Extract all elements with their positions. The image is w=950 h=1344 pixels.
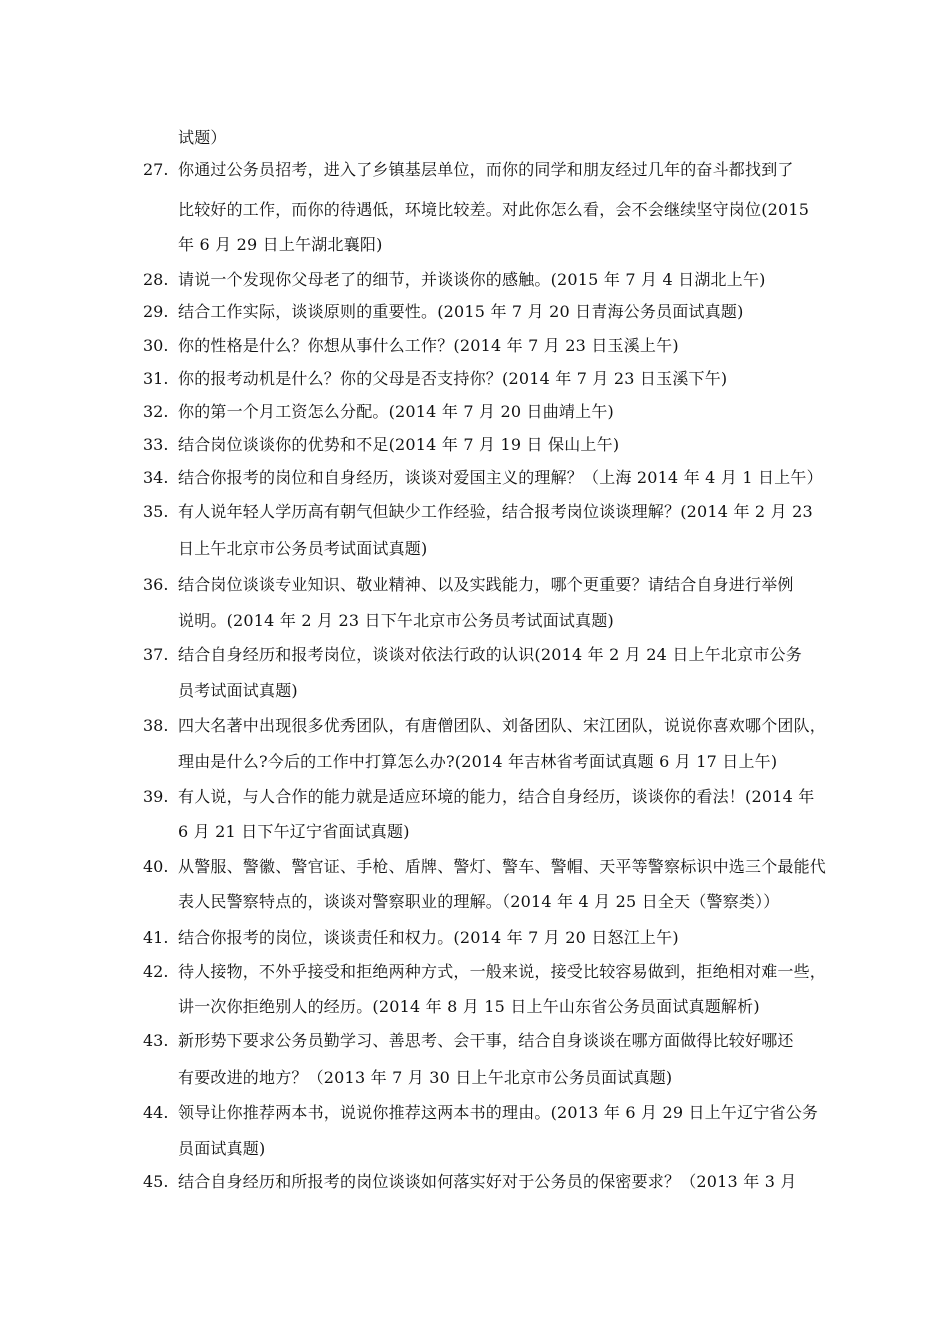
question-text: 你通过公务员招考，进入了乡镇基层单位，而你的同学和朋友经过几年的奋斗都找到了 <box>178 160 794 179</box>
question-text: 你的第一个月工资怎么分配。(2014 年 7 月 20 日曲靖上午) <box>178 402 614 421</box>
item-number: 30. <box>143 336 169 355</box>
item-number: 31. <box>143 369 169 388</box>
question-continuation: 理由是什么?今后的工作中打算怎么办?(2014 年吉林省考面试真题 6 月 17 日上午) <box>178 752 778 771</box>
question-text: 从警服、警徽、警官证、手枪、盾牌、警灯、警车、警帽、天平等警察标识中选三个最能代 <box>178 857 827 876</box>
question-continuation: 说明。(2014 年 2 月 23 日下午北京市公务员考试面试真题) <box>178 611 614 630</box>
item-number: 44. <box>143 1103 169 1122</box>
item-number: 32. <box>143 402 169 421</box>
question-text: 四大名著中出现很多优秀团队，有唐僧团队、刘备团队、宋江团队，说说你喜欢哪个团队， <box>178 716 827 735</box>
question-text: 结合工作实际，谈谈原则的重要性。(2015 年 7 月 20 日青海公务员面试真题) <box>178 302 744 321</box>
item-number: 34. <box>143 468 169 487</box>
question-continuation: 6 月 21 日下午辽宁省面试真题) <box>178 822 410 841</box>
item-number: 35. <box>143 502 169 521</box>
question-text: 请说一个发现你父母老了的细节，并谈谈你的感触。(2015 年 7 月 4 日湖北上午) <box>178 270 766 289</box>
question-text: 结合自身经历和报考岗位，谈谈对依法行政的认识(2014 年 2 月 24 日上午北京市公务 <box>178 645 802 664</box>
question-continuation: 员面试真题) <box>178 1139 266 1158</box>
item-number: 43. <box>143 1031 169 1050</box>
question-text: 结合自身经历和所报考的岗位谈谈如何落实好对于公务员的保密要求？（2013 年 3 月 <box>178 1172 797 1191</box>
question-continuation: 比较好的工作，而你的待遇低，环境比较差。对此你怎么看，会不会继续坚守岗位(2015 <box>178 200 810 219</box>
question-text: 结合岗位谈谈专业知识、敬业精神、以及实践能力，哪个更重要？请结合自身进行举例 <box>178 575 794 594</box>
question-text: 有人说年轻人学历高有朝气但缺少工作经验，结合报考岗位谈谈理解？(2014 年 2 月 23 <box>178 502 813 521</box>
item-number: 36. <box>143 575 169 594</box>
question-continuation: 日上午北京市公务员考试面试真题) <box>178 539 428 558</box>
question-text: 有人说，与人合作的能力就是适应环境的能力，结合自身经历，谈谈你的看法！(2014 年 <box>178 787 815 806</box>
item-number: 29. <box>143 302 169 321</box>
question-text: 你的性格是什么？你想从事什么工作？(2014 年 7 月 23 日玉溪上午) <box>178 336 679 355</box>
question-continuation: 表人民警察特点的，谈谈对警察职业的理解。（2014 年 4 月 25 日全天（警察类）） <box>178 892 780 911</box>
question-text: 待人接物，不外乎接受和拒绝两种方式，一般来说，接受比较容易做到，拒绝相对难一些， <box>178 962 827 981</box>
item-number: 42. <box>143 962 169 981</box>
item-number: 27. <box>143 160 169 179</box>
question-text: 你的报考动机是什么？你的父母是否支持你？(2014 年 7 月 23 日玉溪下午) <box>178 369 728 388</box>
item-number: 28. <box>143 270 169 289</box>
question-continuation: 年 6 月 29 日上午湖北襄阳) <box>178 235 383 254</box>
item-number: 40. <box>143 857 169 876</box>
item-number: 38. <box>143 716 169 735</box>
question-text: 结合你报考的岗位，谈谈责任和权力。(2014 年 7 月 20 日怒江上午) <box>178 928 679 947</box>
question-text: 新形势下要求公务员勤学习、善思考、会干事，结合自身谈谈在哪方面做得比较好哪还 <box>178 1031 794 1050</box>
question-text: 结合岗位谈谈你的优势和不足(2014 年 7 月 19 日 保山上午) <box>178 435 620 454</box>
question-continuation: 讲一次你拒绝别人的经历。(2014 年 8 月 15 日上午山东省公务员面试真题解析) <box>178 997 760 1016</box>
question-continuation: 有要改进的地方？（2013 年 7 月 30 日上午北京市公务员面试真题) <box>178 1068 673 1087</box>
item-number: 33. <box>143 435 169 454</box>
question-continuation: 试题） <box>178 128 227 147</box>
item-number: 39. <box>143 787 169 806</box>
question-continuation: 员考试面试真题) <box>178 681 298 700</box>
question-text: 领导让你推荐两本书，说说你推荐这两本书的理由。(2013 年 6 月 29 日上午辽宁省公务 <box>178 1103 819 1122</box>
question-text: 结合你报考的岗位和自身经历，谈谈对爱国主义的理解？（上海 2014 年 4 月 1 日上午） <box>178 468 823 487</box>
item-number: 41. <box>143 928 169 947</box>
item-number: 37. <box>143 645 169 664</box>
item-number: 45. <box>143 1172 169 1191</box>
